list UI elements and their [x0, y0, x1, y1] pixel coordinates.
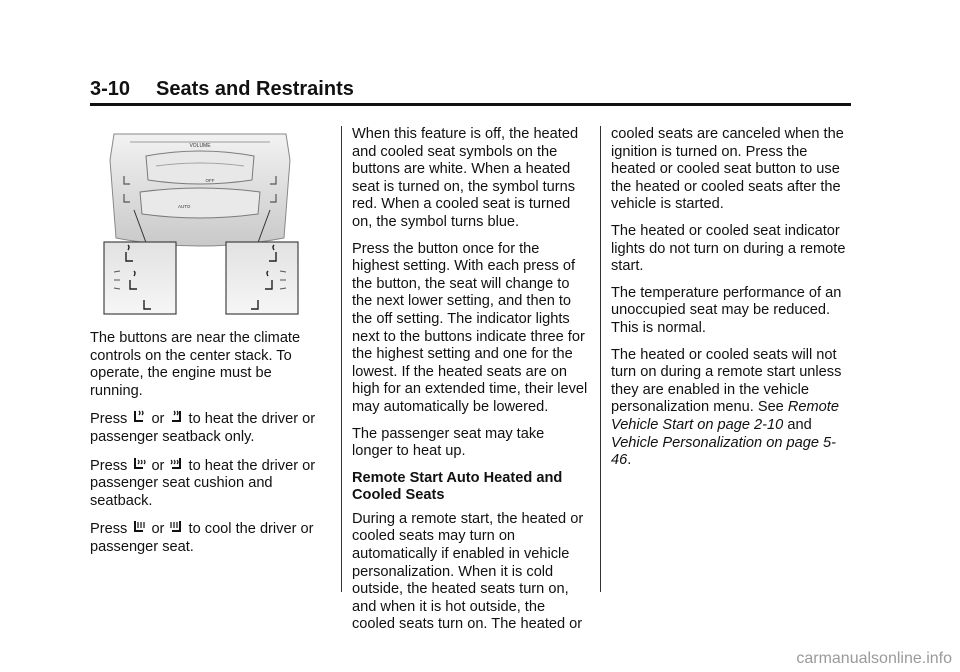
- passenger-heated-seatback-icon: [168, 409, 184, 426]
- paragraph: cooled seats are canceled when the ignition is turned on. Press the heated or cooled seat button to use the heated or cooled seats after the vehicle is started.: [611, 126, 844, 213]
- off-label: OFF: [205, 178, 215, 183]
- text-run: Press: [90, 457, 128, 474]
- header-rule: [90, 103, 851, 106]
- text-run: and: [783, 416, 812, 433]
- column-1: [90, 330, 325, 566]
- section-number: 3-10: [90, 78, 131, 100]
- climate-panel-illustration: [100, 130, 300, 318]
- text-run: Press: [90, 411, 128, 428]
- text-run: to heat the driver or passenger seatback only.: [90, 411, 316, 445]
- paragraph-cushion: [90, 456, 325, 511]
- paragraph: When this feature is off, the heated and cooled seat symbols on the buttons are white. When a heated seat is turned on, the symbol turns red. When a cooled seat is turned on, the symbol turns blue.: [352, 126, 579, 230]
- text-run: to heat the driver or passenger seat cushion and seatback.: [90, 457, 316, 509]
- text-run: The heated or cooled seats will not turn on during a remote start unless they are enabled in the vehicle personalization menu. See: [611, 346, 842, 416]
- passenger-cooled-seat-icon: [168, 519, 184, 536]
- passenger-heated-cushion-icon: [168, 456, 184, 473]
- column-divider-2: [600, 126, 601, 592]
- paragraph: Press the button once for the highest setting. With each press of the button, the seat will change to the next lower setting, and then to the off setting. The indicator lights next to the buttons indicate three for the highest setting and one for the lowest. If the heated seats are on high for an extended time, their level may automatically be lowered.: [352, 240, 588, 415]
- column-2: [352, 126, 588, 643]
- paragraph-cross-reference: [611, 347, 851, 470]
- column-3: [611, 126, 851, 479]
- paragraph-seatback: [90, 409, 325, 446]
- paragraph-cool: [90, 519, 325, 556]
- xref-vehicle-personalization[interactable]: Vehicle Personalization on page 5-46: [611, 434, 836, 469]
- text-run: or: [151, 457, 165, 474]
- text-run: to cool the driver or passenger seat.: [90, 521, 314, 555]
- driver-heated-cushion-icon: [131, 456, 147, 473]
- subsection-heading: Remote Start Auto Heated and Cooled Seats: [352, 469, 563, 504]
- text-run: .: [627, 452, 632, 469]
- driver-cooled-seat-icon: [131, 519, 147, 536]
- paragraph: The passenger seat may take longer to heat up.: [352, 425, 545, 460]
- text-run: or: [151, 411, 165, 428]
- xref-remote-vehicle-start[interactable]: Remote Vehicle Start on page 2-10: [611, 399, 839, 433]
- auto-label: AUTO: [178, 204, 191, 209]
- watermark: carmanualsonline.info: [796, 650, 952, 667]
- column-divider-1: [341, 126, 342, 592]
- paragraph: The buttons are near the climate controls on the center stack. To operate, the engine must be running.: [90, 330, 301, 399]
- volume-label: VOLUME: [189, 143, 211, 149]
- text-run: Press: [90, 521, 128, 538]
- section-title: Seats and Restraints: [156, 78, 354, 100]
- driver-heated-seatback-icon: [131, 409, 147, 426]
- paragraph: The heated or cooled seat indicator lights do not turn on during a remote start.: [611, 222, 846, 275]
- paragraph: During a remote start, the heated or cooled seats may turn on automatically if enabled in vehicle personalization. When it is cold outside, the heated seats turn on, and when it is hot outside, the cooled seats turn on. The heated or: [352, 510, 584, 633]
- page-header: [90, 76, 850, 102]
- text-run: or: [151, 521, 165, 538]
- paragraph: The temperature performance of an unoccupied seat may be reduced. This is normal.: [611, 284, 842, 336]
